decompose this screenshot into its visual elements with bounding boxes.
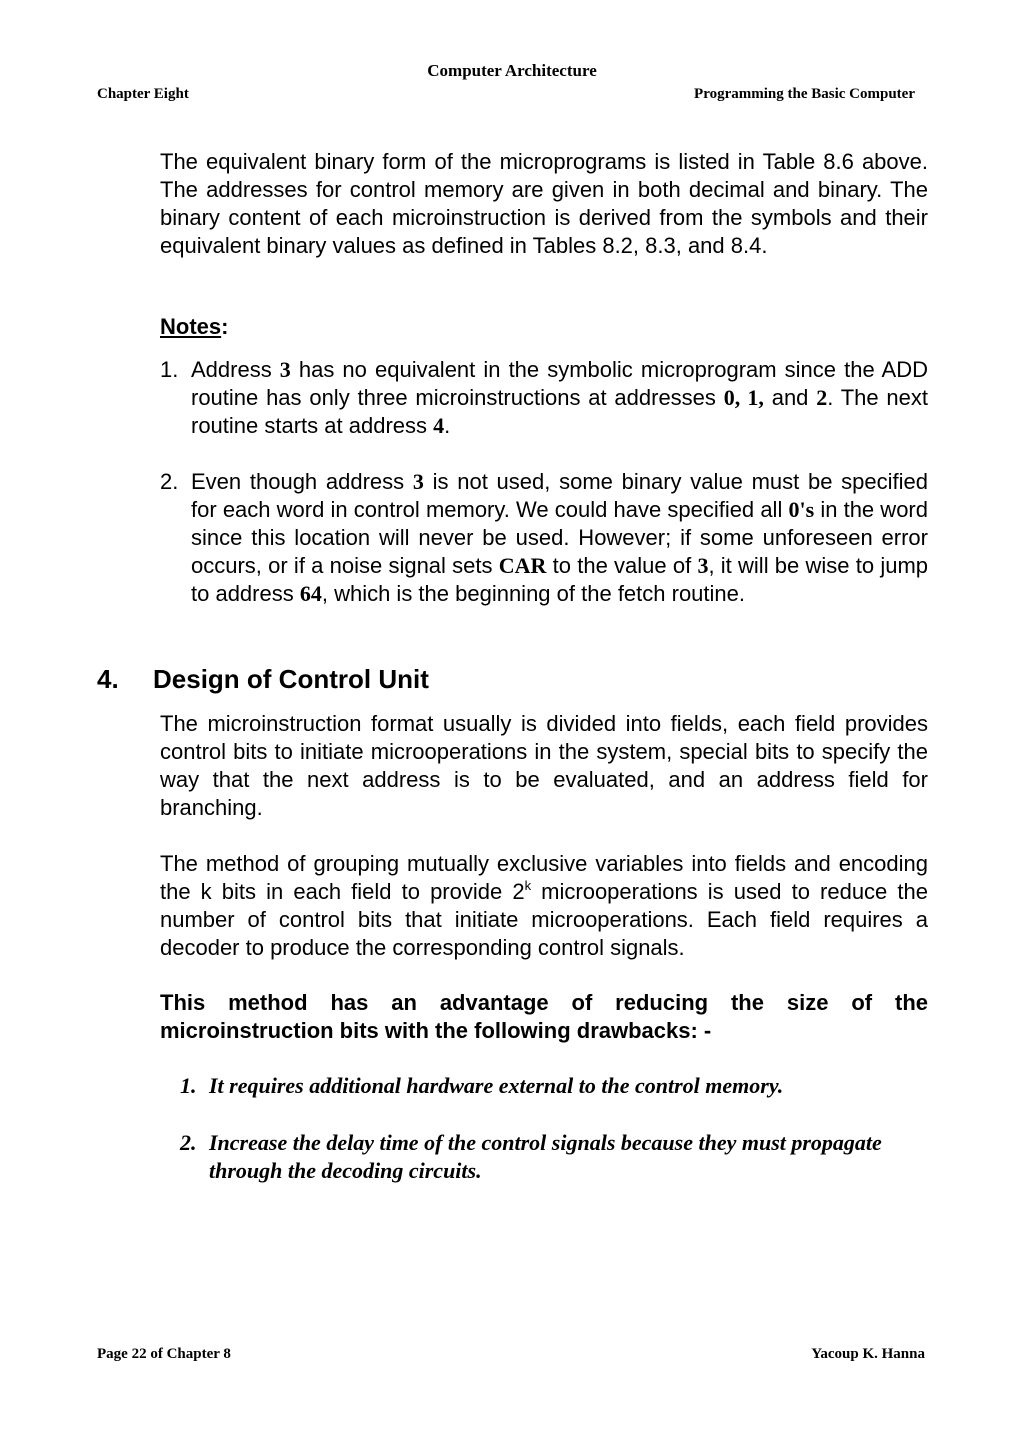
author-name: Yacoup K. Hanna	[811, 1346, 925, 1362]
chapter-topic: Programming the Basic Computer	[694, 86, 915, 102]
section-title: Design of Control Unit	[153, 664, 429, 694]
notes-colon: :	[221, 314, 229, 339]
note-item-1	[160, 356, 928, 440]
note-item-2	[160, 468, 928, 608]
drawback-text: Increase the delay time of the control signals because they must propagate through the decoding circuits.	[209, 1130, 882, 1183]
drawback-item-1	[180, 1072, 900, 1100]
drawback-item-2	[180, 1129, 900, 1185]
section-number: 4.	[97, 664, 119, 694]
page-number: Page 22 of Chapter 8	[97, 1346, 231, 1362]
body-paragraph-2: The method of grouping mutually exclusive variables into fields and encoding the k bits in each field to provide 2$^k$ microoperations is used to reduce the number of control bits that initiate microoperations. Each field requires a decoder to produce the corresponding control signals.	[160, 851, 928, 960]
note-number: 1.	[160, 357, 179, 382]
drawback-text: It requires additional hardware external to the control memory.	[209, 1073, 784, 1098]
document-title: Computer Architecture	[427, 61, 597, 80]
chapter-label: Chapter Eight	[97, 86, 189, 102]
note-number: 2.	[160, 469, 179, 494]
superscript-k: k	[524, 878, 532, 893]
note-text: Even though address 3 is not used, some binary value must be specified for each word in control memory. We could have specified all 0's in the word since this location will never be used. However; if some unforeseen error occurs, or if a noise signal sets CAR to the value of 3, it will be wise to jump to address 64, which is the beginning of the fetch routine.	[191, 469, 929, 606]
section-heading	[97, 664, 429, 695]
note-text: Address 3 has no equivalent in the symbolic microprogram since the ADD routine has only three microinstructions at addresses 0, 1, and 2. The next routine starts at address 4.	[191, 357, 929, 438]
notes-label: Notes	[160, 314, 222, 339]
body-paragraph-1: The microinstruction format usually is divided into fields, each field provides control bits to initiate microoperations in the system, special bits to specify the way that the next address is to be evaluated, and an address field for branching.	[160, 711, 928, 820]
body-paragraph-3: This method has an advantage of reducing the size of the microinstruction bits with the following drawbacks: -	[160, 990, 928, 1043]
intro-paragraph: The equivalent binary form of the microprograms is listed in Table 8.6 above. The addresses for control memory are given in both decimal and binary. The binary content of each microinstruction is derived from the symbols and their equivalent binary values as defined in Tables 8.2, 8.3, and 8.4.	[160, 149, 928, 258]
drawback-number: 2.	[180, 1130, 197, 1155]
notes-heading	[160, 314, 228, 340]
drawback-number: 1.	[180, 1073, 197, 1098]
